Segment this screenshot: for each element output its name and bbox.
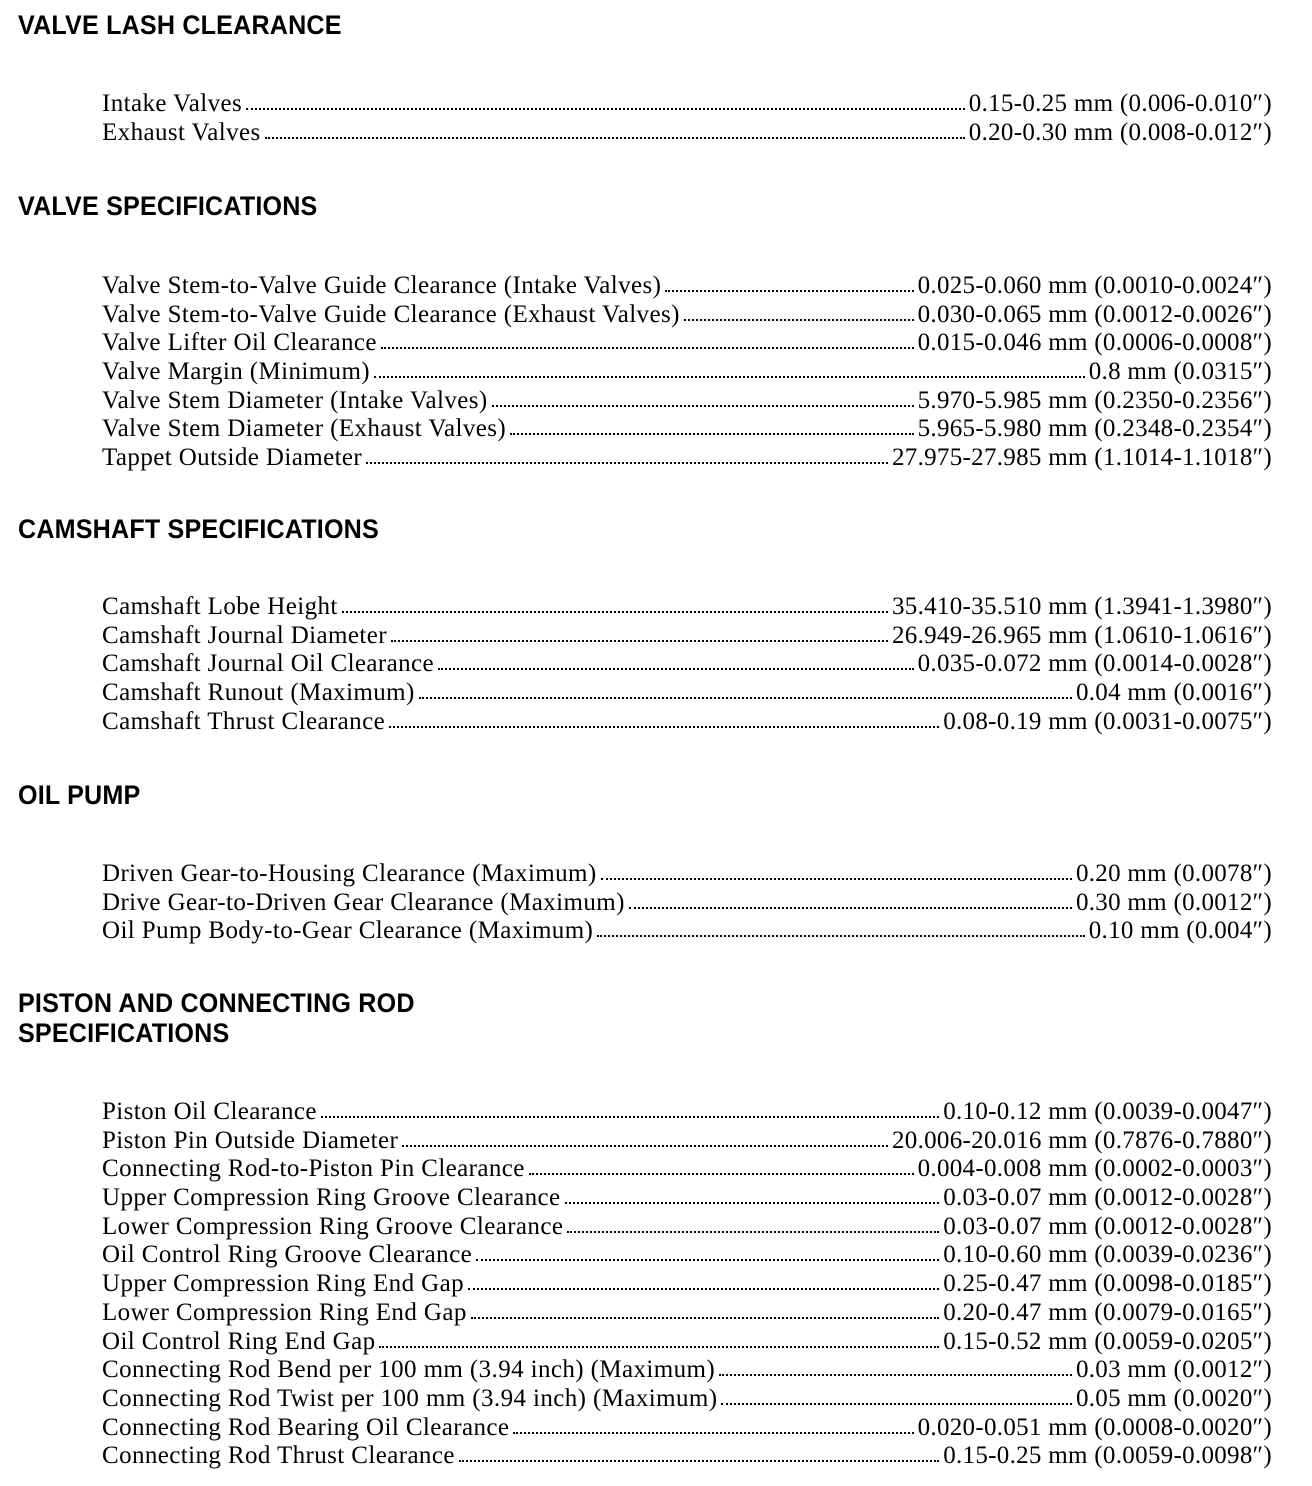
spec-label: Oil Control Ring Groove Clearance <box>102 1241 473 1269</box>
spec-value: 26.949-26.965 mm (1.0610-1.0616″) <box>891 621 1272 649</box>
section-title-line: VALVE LASH CLEARANCE <box>18 10 342 40</box>
spec-row <box>102 1442 1272 1471</box>
dot-leader <box>468 1271 939 1291</box>
spec-value: 0.20-0.30 mm (0.008-0.012″) <box>968 118 1272 146</box>
section-title <box>18 514 379 544</box>
dot-leader <box>510 416 913 436</box>
spec-row <box>102 329 1272 358</box>
section-title <box>18 191 317 221</box>
dot-leader <box>342 594 888 614</box>
spec-value: 0.035-0.072 mm (0.0014-0.0028″) <box>917 650 1272 678</box>
spec-label: Exhaust Valves <box>102 118 261 146</box>
dot-leader <box>719 1357 1072 1377</box>
spec-row <box>102 1356 1272 1385</box>
spec-value: 5.965-5.980 mm (0.2348-0.2354″) <box>917 415 1272 443</box>
dot-leader <box>665 273 913 293</box>
spec-row <box>102 1299 1272 1328</box>
spec-row <box>102 1184 1272 1213</box>
spec-value: 0.025-0.060 mm (0.0010-0.0024″) <box>917 272 1272 299</box>
dot-leader <box>246 91 965 111</box>
spec-label: Connecting Rod Thrust Clearance <box>102 1442 455 1470</box>
spec-label: Valve Margin (Minimum) <box>102 358 371 386</box>
spec-label: Upper Compression Ring Groove Clearance <box>102 1184 561 1212</box>
spec-row <box>102 889 1272 918</box>
spec-label: Camshaft Thrust Clearance <box>102 707 386 735</box>
spec-label: Camshaft Journal Diameter <box>102 621 387 649</box>
section-title <box>18 780 140 810</box>
dot-leader <box>513 1415 913 1435</box>
dot-leader <box>529 1156 914 1176</box>
spec-value: 5.970-5.985 mm (0.2350-0.2356″) <box>917 386 1272 414</box>
dot-leader <box>629 890 1072 910</box>
dot-leader <box>601 861 1072 881</box>
spec-row <box>102 708 1272 737</box>
spec-row <box>102 917 1272 946</box>
spec-label: Valve Stem Diameter (Intake Valves) <box>102 386 488 414</box>
spec-row <box>102 90 1272 119</box>
spec-label: Connecting Rod Bend per 100 mm (3.94 inch) (Maximum) <box>102 1356 716 1384</box>
spec-row <box>102 1127 1272 1156</box>
spec-value: 0.08-0.19 mm (0.0031-0.0075″) <box>943 707 1272 735</box>
spec-row <box>102 1328 1272 1357</box>
spec-label: Valve Lifter Oil Clearance <box>102 329 377 357</box>
spec-label: Connecting Rod-to-Piston Pin Clearance <box>102 1155 525 1183</box>
section-title-line: OIL PUMP <box>18 780 141 810</box>
spec-value: 0.10-0.60 mm (0.0039-0.0236″) <box>943 1241 1272 1269</box>
dot-leader <box>471 1300 939 1320</box>
spec-row <box>102 358 1272 387</box>
spec-value: 20.006-20.016 mm (0.7876-0.7880″) <box>891 1126 1272 1154</box>
spec-label: Lower Compression Ring End Gap <box>102 1298 467 1326</box>
dot-leader <box>597 918 1084 938</box>
spec-label: Valve Stem-to-Valve Guide Clearance (Exhaust Valves) <box>102 300 680 328</box>
section-title-line: VALVE SPECIFICATIONS <box>18 191 318 221</box>
dot-leader <box>459 1443 939 1463</box>
spec-row <box>102 444 1272 473</box>
dot-leader <box>391 623 888 643</box>
spec-list <box>102 1098 1272 1471</box>
spec-list <box>102 272 1272 473</box>
spec-value: 0.04 mm (0.0016″) <box>1075 679 1272 707</box>
spec-value: 0.20 mm (0.0078″) <box>1075 860 1272 887</box>
spec-row <box>102 1270 1272 1299</box>
spec-row <box>102 272 1272 301</box>
spec-label: Intake Valves <box>102 90 243 117</box>
spec-value: 0.015-0.046 mm (0.0006-0.0008″) <box>917 329 1272 357</box>
spec-list <box>102 860 1272 946</box>
dot-leader <box>721 1386 1071 1406</box>
dot-leader <box>389 709 939 729</box>
spec-row <box>102 1213 1272 1242</box>
spec-row <box>102 593 1272 622</box>
spec-value: 0.20-0.47 mm (0.0079-0.0165″) <box>943 1298 1272 1326</box>
spec-row <box>102 1241 1272 1270</box>
spec-row <box>102 1414 1272 1443</box>
spec-label: Connecting Rod Twist per 100 mm (3.94 inch) (Maximum) <box>102 1384 718 1412</box>
dot-leader <box>476 1242 939 1262</box>
dot-leader <box>438 651 914 671</box>
dot-leader <box>374 359 1085 379</box>
spec-value: 0.8 mm (0.0315″) <box>1088 358 1272 386</box>
dot-leader <box>381 330 914 350</box>
dot-leader <box>419 680 1072 700</box>
dot-leader <box>321 1099 939 1119</box>
spec-row <box>102 301 1272 330</box>
spec-value: 0.30 mm (0.0012″) <box>1075 888 1272 916</box>
spec-row <box>102 1098 1272 1127</box>
section-title <box>18 10 342 40</box>
spec-label: Lower Compression Ring Groove Clearance <box>102 1212 564 1240</box>
spec-value: 35.410-35.510 mm (1.3941-1.3980″) <box>891 593 1272 620</box>
spec-value: 27.975-27.985 mm (1.1014-1.1018″) <box>891 444 1272 472</box>
section-title-line: CAMSHAFT SPECIFICATIONS <box>18 514 379 544</box>
spec-value: 0.10-0.12 mm (0.0039-0.0047″) <box>943 1098 1272 1125</box>
spec-value: 0.03-0.07 mm (0.0012-0.0028″) <box>943 1184 1272 1212</box>
spec-row <box>102 679 1272 708</box>
section-title-line: SPECIFICATIONS <box>18 1018 230 1048</box>
spec-label: Valve Stem Diameter (Exhaust Valves) <box>102 415 507 443</box>
section-title <box>18 988 415 1048</box>
spec-value: 0.05 mm (0.0020″) <box>1075 1384 1272 1412</box>
spec-value: 0.03-0.07 mm (0.0012-0.0028″) <box>943 1212 1272 1240</box>
dot-leader <box>402 1128 888 1148</box>
spec-list <box>102 90 1272 147</box>
spec-label: Oil Control Ring End Gap <box>102 1327 376 1355</box>
spec-value: 0.15-0.25 mm (0.006-0.010″) <box>968 90 1272 117</box>
spec-label: Camshaft Runout (Maximum) <box>102 679 415 707</box>
spec-list <box>102 593 1272 736</box>
spec-label: Valve Stem-to-Valve Guide Clearance (Intake Valves) <box>102 272 662 299</box>
dot-leader <box>567 1214 939 1234</box>
dot-leader <box>492 388 914 408</box>
dot-leader <box>265 120 965 140</box>
spec-label: Piston Oil Clearance <box>102 1098 317 1125</box>
spec-label: Camshaft Journal Oil Clearance <box>102 650 435 678</box>
spec-row <box>102 387 1272 416</box>
spec-value: 0.10 mm (0.004″) <box>1088 917 1272 945</box>
spec-row <box>102 1155 1272 1184</box>
spec-row <box>102 860 1272 889</box>
spec-label: Connecting Rod Bearing Oil Clearance <box>102 1413 510 1441</box>
spec-value: 0.020-0.051 mm (0.0008-0.0020″) <box>917 1413 1272 1441</box>
spec-value: 0.15-0.25 mm (0.0059-0.0098″) <box>943 1442 1272 1470</box>
spec-label: Tappet Outside Diameter <box>102 444 363 472</box>
spec-value: 0.030-0.065 mm (0.0012-0.0026″) <box>917 300 1272 328</box>
spec-row <box>102 119 1272 148</box>
dot-leader <box>684 302 914 322</box>
spec-row <box>102 622 1272 651</box>
spec-row <box>102 650 1272 679</box>
spec-label: Drive Gear-to-Driven Gear Clearance (Maximum) <box>102 888 625 916</box>
spec-row <box>102 1385 1272 1414</box>
spec-value: 0.25-0.47 mm (0.0098-0.0185″) <box>943 1270 1272 1298</box>
dot-leader <box>565 1185 940 1205</box>
spec-label: Upper Compression Ring End Gap <box>102 1270 464 1298</box>
spec-label: Camshaft Lobe Height <box>102 593 338 620</box>
spec-label: Driven Gear-to-Housing Clearance (Maximum) <box>102 860 597 887</box>
spec-value: 0.004-0.008 mm (0.0002-0.0003″) <box>917 1155 1272 1183</box>
section-title-line: PISTON AND CONNECTING ROD <box>18 988 415 1018</box>
spec-value: 0.15-0.52 mm (0.0059-0.0205″) <box>943 1327 1272 1355</box>
dot-leader <box>366 445 888 465</box>
spec-label: Piston Pin Outside Diameter <box>102 1126 399 1154</box>
spec-label: Oil Pump Body-to-Gear Clearance (Maximum) <box>102 917 594 945</box>
dot-leader <box>379 1329 939 1349</box>
spec-value: 0.03 mm (0.0012″) <box>1075 1356 1272 1384</box>
spec-row <box>102 415 1272 444</box>
